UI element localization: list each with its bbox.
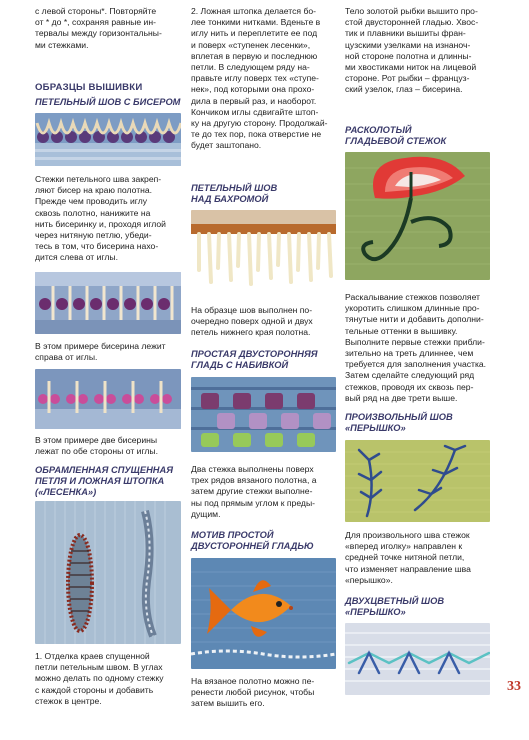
text-darning-p1: 2. Ложная штопка делается бо- лее тонкими нитками. Вденьте в иглу нить и переплетите ее под и поверх «ступенек лесенки», вплетая в первую и последнюю петли. В следующем ряду на- правьте иглу поверх тех «ступе- нек», под которыми она прохо- дила в первый раз, и наоборот. Кончиком иглы сдвигайте штоп- ку на другую сторону. Продолжай- те до тех пор, пока отверстие не будет заштопано. bbox=[191, 6, 328, 151]
goldfish-motif bbox=[191, 558, 336, 669]
feather-stitch-sample bbox=[345, 440, 490, 522]
padded-satin-sample bbox=[191, 377, 336, 452]
heading-fringe: ПЕТЕЛЬНЫЙ ШОВ НАД БАХРОМОЙ bbox=[191, 183, 278, 204]
heading-ladder: ОБРАМЛЕННАЯ СПУЩЕННАЯ ПЕТЛЯ И ЛОЖНАЯ ШТОПКА («ЛЕСЕНКА») bbox=[35, 465, 173, 497]
text-beads-p3: В этом примере две бисерины лежат по обе стороны от иглы. bbox=[35, 435, 158, 457]
heading-split-satin: РАСКОЛОТЫЙ ГЛАДЬЕВОЙ СТЕЖОК bbox=[345, 125, 447, 146]
knit-bead-sample-3 bbox=[35, 369, 181, 429]
text-fringe-p1: На образце шов выполнен по- очередно поверх одной и двух петель нижнего края полотна. bbox=[191, 305, 313, 338]
text-beads-p1: Стежки петельного шва закреп- ляют бисер на краю полотна. Прежде чем проводить иглу сквозь полотно, нанижите на нить бисеринку и, проходя иглой через нитяную петлю, убеди- тесь в том, что бисерина нахо- дится слева от иглы. bbox=[35, 174, 166, 263]
heading-padded-satin: ПРОСТАЯ ДВУСТОРОННЯЯ ГЛАДЬ С НАБИВКОЙ bbox=[191, 349, 318, 370]
text-fish-desc: Тело золотой рыбки вышито про- стой двусторонней гладью. Хвос- тик и плавники вышиты фран- цузскими узелками на изнаноч- ной стороне полотна и длинны- ми хвостиками ниток на лицевой стороне. Рот рыбки – француз- ский узелок, глаз – бисерина. bbox=[345, 6, 479, 95]
heading-buttonhole-beads: ПЕТЕЛЬНЫЙ ШОВ С БИСЕРОМ bbox=[35, 97, 181, 107]
photo-beaded-buttonhole-1 bbox=[35, 113, 181, 166]
knit-bead-sample-2 bbox=[35, 272, 181, 334]
two-color-feather-sample bbox=[345, 623, 490, 695]
photo-beaded-buttonhole-3 bbox=[35, 369, 181, 429]
photo-ladder bbox=[35, 501, 181, 644]
intro-text: с левой стороны*. Повторяйте от * до *, сохраняя равные ин- тервалы между горизонтальны- ми стежками. bbox=[35, 6, 162, 50]
photo-feather-twocolor bbox=[345, 623, 490, 695]
photo-fringe bbox=[191, 210, 336, 292]
photo-goldfish bbox=[191, 558, 336, 669]
heading-fish-motif: МОТИВ ПРОСТОЙ ДВУСТОРОННЕЙ ГЛАДЬЮ bbox=[191, 530, 314, 551]
knit-ladder-sample bbox=[35, 501, 181, 644]
heading-feather-free: ПРОИЗВОЛЬНЫЙ ШОВ «ПЕРЫШКО» bbox=[345, 412, 453, 433]
split-satin-flower bbox=[345, 152, 490, 280]
fringe-sample bbox=[191, 210, 336, 292]
text-padded-satin-p1: Два стежка выполнены поверх трех рядов вязаного полотна, а затем другие стежки выполне- ны под прямым углом к преды- дущим. bbox=[191, 464, 317, 519]
photo-feather-free bbox=[345, 440, 490, 522]
photo-beaded-buttonhole-2 bbox=[35, 272, 181, 334]
photo-split-satin bbox=[345, 152, 490, 280]
text-feather-free-p1: Для произвольного шва стежок «вперед иголку» направлен к средней точке нитяной петли, что изменяет направление шва «перышко». bbox=[345, 530, 471, 585]
section-title: ОБРАЗЦЫ ВЫШИВКИ bbox=[35, 82, 143, 93]
knit-bead-sample-1 bbox=[35, 113, 181, 166]
heading-feather-twocolor: ДВУХЦВЕТНЫЙ ШОВ «ПЕРЫШКО» bbox=[345, 596, 445, 617]
photo-padded-satin bbox=[191, 377, 336, 452]
text-split-satin-p1: Раскалывание стежков позволяет укоротить слишком длинные про- тянутые нити и добавить дополни- тельные оттенки в вышивку. Выполните первые стежки прибли- зительно на треть длиннее, чем требуется для заполнения участка. Затем сделайте следующий ряд стежков, проводя их сквозь пер- вый ряд на две трети выше. bbox=[345, 292, 487, 403]
text-fish-p1: На вязаное полотно можно пе- ренести любой рисунок, чтобы затем вышить его. bbox=[191, 676, 315, 709]
text-ladder-p1: 1. Отделка краев спущенной петли петельным швом. В углах можно делать по одному стежку с каждой стороны и добавить стежок в центре. bbox=[35, 651, 164, 706]
page-number: 33 bbox=[507, 679, 521, 694]
text-beads-p2: В этом примере бисерина лежит справа от иглы. bbox=[35, 341, 166, 363]
